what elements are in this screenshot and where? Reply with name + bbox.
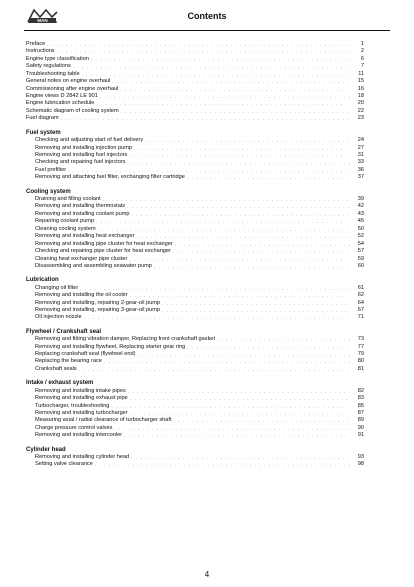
toc-entry[interactable] — [26, 336, 364, 343]
dot-leader — [103, 196, 350, 203]
dot-leader — [175, 241, 350, 248]
toc-entry-page: 91 — [357, 432, 364, 439]
toc-entry-page: 16 — [357, 85, 364, 92]
dot-leader — [174, 417, 351, 424]
toc-entry-title: Removing and installing intercooler — [35, 432, 123, 439]
toc-entry-page: 6 — [360, 55, 364, 62]
toc-entry-title: Removing and installing, repairing 2-gear-oil pump — [35, 299, 160, 306]
toc-entry-page: 18 — [357, 93, 364, 100]
toc-entry-page: 2 — [360, 48, 364, 55]
toc-entry[interactable] — [26, 454, 364, 461]
toc-entry[interactable] — [26, 359, 364, 366]
toc-entry[interactable] — [26, 256, 364, 263]
toc-entry[interactable] — [26, 248, 364, 255]
dot-leader — [82, 71, 350, 78]
toc-entry-page: 57 — [357, 248, 364, 255]
toc-entry[interactable] — [26, 366, 364, 373]
dot-leader — [95, 461, 350, 468]
dot-leader — [111, 403, 350, 410]
dot-leader — [120, 86, 350, 93]
toc-entry-page: 23 — [357, 115, 364, 122]
dot-leader — [134, 145, 350, 152]
section-heading: Fuel system — [26, 129, 61, 136]
toc-entry-page: 79 — [357, 351, 364, 358]
dot-leader — [104, 358, 350, 365]
toc-entry-page: 54 — [357, 240, 364, 247]
dot-leader — [57, 48, 350, 55]
toc-entry-page: 45 — [357, 218, 364, 225]
dot-leader — [84, 314, 350, 321]
dot-leader — [130, 410, 350, 417]
toc-entry-page: 62 — [357, 292, 364, 299]
toc-entry[interactable] — [26, 196, 364, 203]
toc-entry-page: 36 — [357, 166, 364, 173]
table-of-contents — [26, 41, 364, 469]
dot-leader — [47, 41, 350, 48]
dot-leader — [145, 137, 350, 144]
toc-entry-title: Removing and installing injection pump — [35, 144, 133, 151]
toc-entry-title: Removing and installing thermostats — [35, 203, 126, 210]
toc-entry-title: Removing and installing intake pipes — [35, 387, 126, 394]
dot-leader — [128, 388, 350, 395]
toc-entry-page: 11 — [358, 70, 364, 77]
dot-leader — [173, 248, 350, 255]
dot-leader — [68, 167, 350, 174]
dot-leader — [98, 226, 350, 233]
toc-entry-title: Removing and installing fuel injectors — [35, 151, 128, 158]
toc-entry-page: 80 — [357, 358, 364, 365]
toc-entry-title: Removing and installing turbocharger — [35, 409, 128, 416]
toc-entry[interactable] — [26, 292, 364, 299]
toc-entry[interactable] — [26, 461, 364, 468]
dot-leader — [154, 263, 350, 270]
toc-entry-title: Safety regulations — [26, 63, 71, 70]
dot-leader — [73, 63, 350, 70]
dot-leader — [80, 285, 350, 292]
toc-entry-page: 82 — [357, 387, 364, 394]
toc-entry-title: Engine views D 2842 LE 901 — [26, 93, 98, 100]
toc-entry[interactable] — [26, 307, 364, 314]
toc-entry-title: Commissioning after engine overhaul — [26, 85, 119, 92]
dot-leader — [61, 115, 350, 122]
toc-entry[interactable] — [26, 263, 364, 270]
toc-entry[interactable] — [26, 137, 364, 144]
toc-entry-page: 43 — [357, 210, 364, 217]
toc-entry-title: Repairing coolant pump — [35, 218, 95, 225]
toc-entry-page: 77 — [357, 343, 364, 350]
toc-entry-page: 59 — [357, 255, 364, 262]
toc-entry[interactable] — [26, 63, 364, 70]
dot-leader — [91, 56, 350, 63]
toc-entry[interactable] — [26, 203, 364, 210]
toc-entry-title: Troubleshooting table — [26, 70, 80, 77]
toc-entry-title: Charge pressure control valves — [35, 424, 113, 431]
toc-entry-title: Checking and repairing pipe cluster for heat exchanger — [35, 248, 171, 255]
toc-entry[interactable] — [26, 388, 364, 395]
dot-leader — [137, 233, 350, 240]
toc-entry-page: 15 — [357, 78, 364, 85]
dot-leader — [114, 425, 350, 432]
toc-entry-title: Checking and repairing fuel injectors — [35, 159, 126, 166]
toc-entry-page: 37 — [357, 174, 364, 181]
dot-leader — [121, 108, 350, 115]
toc-entry-page: 24 — [357, 137, 364, 144]
toc-entry-page: 98 — [357, 461, 364, 468]
toc-entry[interactable] — [26, 101, 364, 108]
toc-entry-title: General notes on engine overhaul — [26, 78, 111, 85]
toc-entry-title: Disassembling and assembling seawater pump — [35, 262, 152, 269]
toc-entry[interactable] — [26, 403, 364, 410]
dot-leader — [127, 159, 350, 166]
toc-entry-title: Changing oil filter — [35, 284, 79, 291]
dot-leader — [137, 351, 350, 358]
toc-entry[interactable] — [26, 145, 364, 152]
toc-entry[interactable] — [26, 241, 364, 248]
toc-entry-page: 50 — [357, 225, 364, 232]
toc-entry[interactable] — [26, 425, 364, 432]
dot-leader — [127, 203, 350, 210]
dot-leader — [100, 93, 350, 100]
toc-entry-title: Measuring axial / radial clearance of turbocharger shaft — [35, 417, 172, 424]
toc-entry-page: 83 — [357, 395, 364, 402]
toc-entry-title: Checking and adjusting start of fuel delivery — [35, 137, 144, 144]
toc-entry-page: 90 — [357, 424, 364, 431]
toc-entry-title: Cleaning heat exchanger pipe cluster — [35, 255, 128, 262]
dot-leader — [130, 292, 350, 299]
toc-entry-page: 89 — [357, 417, 364, 424]
toc-entry-page: 73 — [357, 336, 364, 343]
section-heading: Intake / exhaust system — [26, 380, 94, 387]
toc-entry-title: Instructions — [26, 48, 55, 55]
dot-leader — [187, 344, 350, 351]
toc-entry[interactable] — [26, 351, 364, 358]
toc-entry[interactable] — [26, 159, 364, 166]
toc-entry-title: Removing and attaching fuel filter, exchanging filter cartridge — [35, 174, 185, 181]
dot-leader — [187, 174, 350, 181]
toc-entry-page: 20 — [357, 100, 364, 107]
toc-entry-title: Oil injection nozzle — [35, 314, 82, 321]
toc-entry-page: 85 — [357, 402, 364, 409]
toc-entry-title: Removing and installing exhaust pipe — [35, 395, 128, 402]
dot-leader — [79, 366, 350, 373]
page-title: Contents — [187, 11, 227, 21]
toc-entry[interactable] — [26, 432, 364, 439]
toc-entry-title: Removing and installing coolant pump — [35, 210, 130, 217]
dot-leader — [129, 152, 350, 159]
toc-entry-page: 39 — [357, 196, 364, 203]
toc-entry[interactable] — [26, 218, 364, 225]
toc-entry-title: Removing and installing, repairing 3-gear-oil pump — [35, 307, 160, 313]
toc-entry-title: Removing and installing the oil cooler — [35, 292, 128, 299]
toc-entry[interactable] — [26, 417, 364, 424]
toc-entry-page: 22 — [357, 107, 364, 114]
toc-entry[interactable] — [26, 115, 364, 122]
dot-leader — [132, 211, 350, 218]
dot-leader — [96, 100, 350, 107]
toc-entry-page: 61 — [357, 284, 364, 291]
toc-entry-page: 87 — [357, 409, 364, 416]
toc-entry-title: Schematic diagram of cooling system — [26, 107, 119, 114]
toc-entry-title: Removing and installing heat exchanger — [35, 233, 135, 240]
toc-entry[interactable] — [26, 86, 364, 93]
toc-entry-title: Turbocharger, troubleshooting — [35, 402, 110, 409]
toc-entry-title: Removing and fitting vibration damper, Replacing front crankshaft gasket — [35, 336, 216, 343]
dot-leader — [129, 256, 350, 263]
toc-entry-title: Preface — [26, 40, 46, 47]
toc-entry-title: Cleaning cooling system — [35, 225, 96, 232]
toc-entry-page: 42 — [357, 203, 364, 210]
toc-entry-page: 67 — [357, 307, 364, 313]
section-heading: Flywheel / Crankshaft seal — [26, 328, 102, 335]
dot-leader — [130, 395, 350, 402]
toc-entry[interactable] — [26, 211, 364, 218]
toc-entry-title: Removing and installing flywheel, Replacing starter gear ring — [35, 343, 186, 350]
toc-entry[interactable] — [26, 108, 364, 115]
dot-leader — [112, 78, 350, 85]
toc-entry-title: Fuel diagram — [26, 115, 59, 122]
toc-entry[interactable] — [26, 71, 364, 78]
toc-entry-title: Fuel prefilter — [35, 166, 67, 173]
toc-entry[interactable] — [26, 152, 364, 159]
toc-entry-page: 33 — [357, 159, 364, 166]
toc-entry-page: 7 — [360, 63, 364, 70]
dot-leader — [217, 336, 350, 343]
page-number: 4 — [204, 570, 210, 579]
toc-entry-page: 52 — [357, 233, 364, 240]
svg-text:MAN: MAN — [37, 18, 48, 24]
toc-entry[interactable] — [26, 300, 364, 307]
toc-entry[interactable] — [26, 41, 364, 48]
dot-leader — [162, 307, 350, 314]
toc-entry-title: Crankshaft seals — [35, 365, 77, 372]
toc-entry[interactable] — [26, 233, 364, 240]
toc-entry[interactable] — [26, 226, 364, 233]
toc-entry-page: 93 — [357, 454, 364, 461]
toc-entry[interactable] — [26, 78, 364, 85]
toc-entry[interactable] — [26, 48, 364, 55]
toc-entry-title: Setting valve clearance — [35, 461, 93, 468]
toc-entry-page: 71 — [357, 314, 364, 321]
header-rule — [24, 30, 390, 31]
toc-entry[interactable] — [26, 167, 364, 174]
toc-entry-page: 27 — [357, 144, 364, 151]
toc-entry[interactable] — [26, 410, 364, 417]
dot-leader — [162, 300, 350, 307]
section-heading: Cylinder head — [26, 446, 66, 453]
toc-entry-page: 60 — [357, 262, 364, 269]
toc-entry-page: 64 — [357, 299, 364, 306]
toc-entry[interactable] — [26, 174, 364, 181]
toc-entry[interactable] — [26, 93, 364, 100]
dot-leader — [131, 454, 350, 461]
toc-entry-page: 81 — [357, 365, 364, 372]
toc-entry-title: Removing and installing pipe cluster for heat exchanger — [35, 240, 173, 247]
toc-entry-title: Replacing crankshaft seal (flywheel end) — [35, 351, 136, 358]
toc-entry[interactable] — [26, 56, 364, 63]
toc-entry-page: 31 — [357, 151, 364, 158]
toc-entry-title: Engine type classification — [26, 55, 89, 62]
toc-entry-title: Removing and installing cylinder head — [35, 454, 130, 461]
toc-entry-title: Engine lubrication schedule — [26, 100, 95, 107]
toc-entry-title: Draining and filling coolant — [35, 196, 101, 203]
toc-entry[interactable] — [26, 314, 364, 321]
toc-entry-title: Replacing the bearing race — [35, 358, 102, 365]
dot-leader — [124, 432, 350, 439]
section-heading: Cooling system — [26, 188, 71, 195]
toc-entry[interactable] — [26, 395, 364, 402]
section-heading: Lubrication — [26, 277, 59, 284]
toc-entry[interactable] — [26, 285, 364, 292]
toc-entry[interactable] — [26, 344, 364, 351]
toc-entry-page: 1 — [360, 40, 364, 47]
dot-leader — [96, 218, 350, 225]
